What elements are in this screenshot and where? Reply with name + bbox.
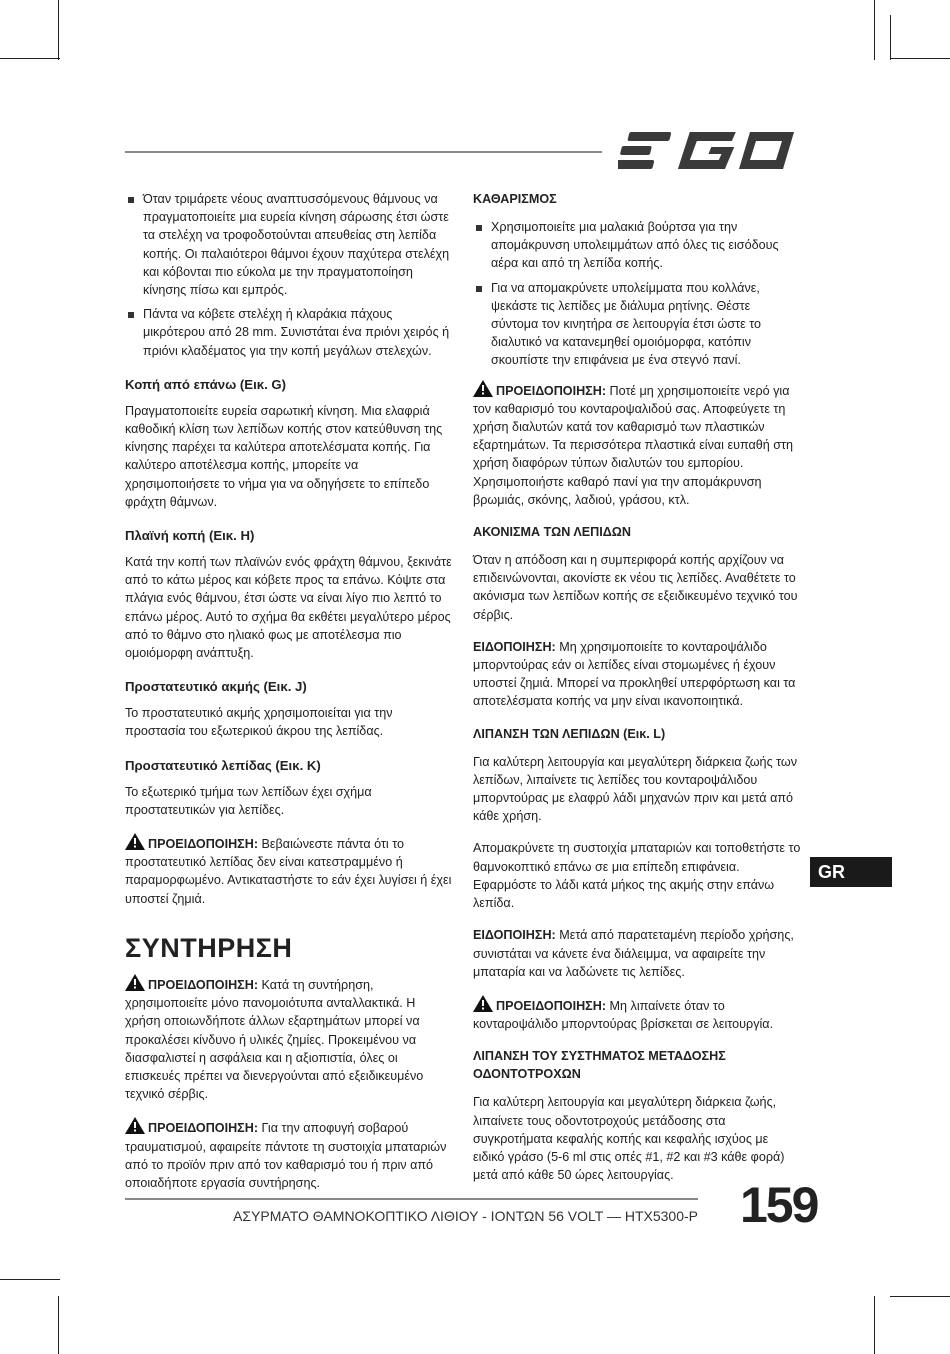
sharpening-text: Όταν η απόδοση και η συμπεριφορά κοπής αρχίζουν να επιδεινώνονται, ακονίστε εκ νέου τις λεπίδες. Αναθέτετε το ακόνισμα των λεπίδων κοπής σε εξειδικευμένο τεχνικό του σέρβις.: [473, 553, 798, 622]
list-item: Πάντα να κόβετε στελέχη ή κλαράκια πάχους μικρότερου από 28 mm. Συνιστάται ένα πριόνι χειρός ή πριόνι κλαδέματος για την κοπή μεγάλων στελεχών.: [125, 305, 453, 360]
blade-lube-text-2: Απομακρύνετε τη συστοιχία μπαταριών και τοποθετήστε το θαμνοκοπτικό επάνω σε μια επίπεδη επιφάνεια. Εφαρμόστε το λάδι κατά μήκος της ακμής στην επάνω λεπίδα.: [473, 841, 801, 911]
crop-mark: [0, 58, 60, 59]
list-item: Όταν τριμάρετε νέους αναπτυσσόμενους θάμνους να πραγματοποιείτε μια ευρεία κίνηση σάρωσης έτσι ώστε τα στελέχη να τροφοδοτούνται απευθείας στη λεπίδα κοπής. Οι παλαιότεροι θάμνοι έχουν παχύτερα στελέχη και κόβονται πιο εύκολα με την πραγματοποίηση κίνησης πίσω και εμπρός.: [125, 190, 453, 299]
warning-triangle-icon: [125, 974, 145, 991]
cleaning-list: [473, 218, 801, 370]
right-column: [473, 190, 801, 1198]
warning-parts: [125, 974, 453, 1103]
left-column: [125, 190, 453, 1206]
sharpening-heading: ΑΚΟΝΙΣΜΑ ΤΩΝ ΛΕΠΙΔΩΝ: [473, 525, 631, 540]
side-cut-text: Κατά την κοπή των πλαϊνών ενός φράχτη θάμνου, ξεκινάτε από το κάτω μέρος και κόβετε προς τα επάνω. Κόψτε στα πλάγια ενός θάμνου, έτσι ώστε να είναι λίγο πιο λεπτό το επάνω μέρος. Αυτό το σχήμα θα εκθέτει μεγαλύτερο μέρος από το θάμνο στο ηλιακό φως με αποτέλεσμα πιο ομοιόμορφη ανάπτυξη.: [125, 555, 452, 661]
header-rule: [125, 151, 602, 153]
blade-lube-text-1: Για καλύτερη λειτουργία και μεγαλύτερη διάρκεια ζωής των λεπίδων, λιπαίνετε τις λεπίδες του κονταροψάλιδου μπορντούρας με ελαφρύ λάδι μηχανών πριν και μετά από κάθε χρήση.: [473, 754, 798, 824]
notice-text: Μετά από παρατεταμένη περίοδο χρήσης, συνιστάται να κάνετε ένα διάλειμμα, να αφαιρείτε την μπαταρία και να λαδώνετε τις λεπίδες.: [473, 928, 794, 979]
warning-text: Για την αποφυγή σοβαρού τραυματισμού, αφαιρείτε πάντοτε τη συστοιχία μπαταριών από το προϊόν πριν από τον καθαρισμό του ή πριν από οποιαδήποτε εργασία συντήρησης.: [125, 1121, 447, 1190]
crop-mark: [890, 15, 891, 60]
crop-mark: [874, 1296, 875, 1354]
top-cut-text: Πραγματοποιείτε ευρεία σαρωτική κίνηση. Μια ελαφριά καθοδική κλίση των λεπίδων κοπής στον κατεύθυνση της κίνησης παρέχει τα καλύτερα αποτελέσματα κοπής. Για καλύτερο αποτέλεσμα κοπής, μπορείτε να χρησιμοποιήσετε το νήμα για να οδηγήσετε το επίπεδο φράχτη θάμνων.: [125, 403, 443, 509]
blade-guard-heading: Προστατευτικό λεπίδας (Εικ. K): [125, 757, 321, 773]
tip-guard-text: Το προστατευτικό ακμής χρησιμοποιείται για την προστασία του εξωτερικού άκρου της λεπίδας.: [125, 706, 393, 739]
notice-label: ΕΙΔΟΠΟΙΗΣΗ:: [473, 928, 556, 943]
footer-rule: [125, 1198, 698, 1200]
crop-mark: [58, 0, 59, 60]
ego-logo: [618, 130, 798, 172]
warning-water: [473, 380, 801, 509]
notice-damaged-blades: [473, 638, 801, 711]
warning-text: Ποτέ μη χρησιμοποιείτε νερό για τον καθαρισμό του κονταροψαλιδού σας. Αποφεύγετε τη χρήση διαλυτών κατά τον καθαρισμό των πλαστικών εξαρτημάτων. Τα περισσότερα πλαστικά είναι ευπαθή στη χρήση διαφόρων τύπων διαλυτών του εμπορίου. Χρησιμοποιήστε καθαρό πανί για την απομάκρυνση βρωμιάς, σκόνης, λαδιού, γράσου, κτλ.: [473, 383, 794, 507]
top-cut-heading: Κοπή από επάνω (Εικ. G): [125, 376, 287, 392]
warning-triangle-icon: [473, 995, 493, 1012]
warning-battery: [125, 1117, 453, 1192]
crop-mark: [874, 0, 875, 60]
crop-mark: [890, 58, 950, 59]
page-number: 159: [740, 1177, 818, 1233]
warning-text: Κατά τη συντήρηση, χρησιμοποιείτε μόνο πανομοιότυπα ανταλλακτικά. Η χρήση οποιωνδήποτε άλλων εξαρτημάτων μπορεί να προκαλέσει κίνδυνο ή υλικές ζημίες. Προκειμένου να διασφαλιστεί η ασφάλεια και η αξιοπιστία, όλες οι επισκευές πρέπει να διενεργούνται από εξειδικευμένο τεχνικό σέρβις.: [125, 977, 424, 1102]
warning-label: ΠΡΟΕΙΔΟΠΟΙΗΣΗ:: [148, 837, 259, 852]
warning-triangle-icon: [473, 380, 493, 397]
notice-rest: [473, 926, 801, 981]
tip-guard-heading: Προστατευτικό ακμής (Εικ. J): [125, 679, 307, 695]
language-tab: GR: [810, 857, 892, 887]
maintenance-heading: ΣΥΝΤΗΡΗΣΗ: [125, 932, 293, 963]
list-item: Για να απομακρύνετε υπολείμματα που κολλάνε, ψεκάστε τις λεπίδες με διάλυμα ρητίνης. Θέστε σύντομα τον κινητήρα σε λειτουργία έτσι ώστε το διαλυτικό να κατανεμηθεί ομοιόμορφα, κατόπιν σκουπίστε την επιφάνεια με ένα στεγνό πανί.: [473, 279, 801, 370]
gear-lube-heading: ΛΙΠΑΝΣΗ ΤΟΥ ΣΥΣΤΗΜΑΤΟΣ ΜΕΤΑΔΟΣΗΣ ΟΔΟΝΤΟΤΡΟΧΩΝ: [473, 1049, 726, 1082]
crop-mark: [58, 1296, 59, 1354]
warning-label: ΠΡΟΕΙΔΟΠΟΙΗΣΗ:: [496, 998, 607, 1013]
trimming-tips-list: [125, 190, 453, 360]
blade-guard-text: Το εξωτερικό τμήμα των λεπίδων έχει σχήμα προστατευτικών για λεπίδες.: [125, 784, 372, 817]
warning-label: ΠΡΟΕΙΔΟΠΟΙΗΣΗ:: [148, 977, 259, 992]
warning-triangle-icon: [125, 1117, 145, 1134]
side-cut-heading: Πλαϊνή κοπή (Εικ. H): [125, 528, 255, 544]
warning-text: Μη λιπαίνετε όταν το κονταροψάλιδο μπορντούρας βρίσκεται σε λειτουργία.: [473, 998, 774, 1032]
warning-no-lube-running: [473, 995, 801, 1033]
gear-lube-text: Για καλύτερη λειτουργία και μεγαλύτερη διάρκεια ζωής, λιπαίνετε τους οδοντοτροχούς μετάδοσης στα συγκροτήματα κεφαλής κοπής και κεφαλής ισχύος με ειδικό γράσο (5-6 ml στις οπές #1, #2 και #3 κάθε φορά) μετά από κάθε 50 ώρες λειτουργίας.: [473, 1095, 785, 1183]
list-item: Χρησιμοποιείτε μια μαλακιά βούρτσα για την απομάκρυνση υπολειμμάτων από όλες τις εισόδους αέρα και από τη λεπίδα κοπής.: [473, 218, 801, 273]
blade-lube-heading: ΛΙΠΑΝΣΗ ΤΩΝ ΛΕΠΙΔΩΝ (Εικ. L): [473, 726, 666, 741]
warning-blade-guard: [125, 833, 453, 908]
warning-triangle-icon: [125, 833, 145, 850]
warning-label: ΠΡΟΕΙΔΟΠΟΙΗΣΗ:: [148, 1121, 259, 1136]
crop-mark: [0, 1279, 60, 1280]
notice-label: ΕΙΔΟΠΟΙΗΣΗ:: [473, 639, 556, 654]
crop-mark: [890, 1296, 950, 1297]
warning-text: Βεβαιώνεστε πάντα ότι το προστατευτικό λεπίδας δεν είναι κατεστραμμένο ή παραμορφωμένο. Αντικαταστήστε το εάν έχει λυγίσει ή έχει υποστεί ζημιά.: [125, 837, 452, 906]
warning-label: ΠΡΟΕΙΔΟΠΟΙΗΣΗ:: [496, 383, 607, 398]
cleaning-heading: ΚΑΘΑΡΙΣΜΟΣ: [473, 192, 557, 206]
footer-title: ΑΣΥΡΜΑΤΟ ΘΑΜΝΟΚΟΠΤΙΚΟ ΛΙΘΙΟΥ - ΙΟΝΤΩΝ 56 VOLT — HTX5300-P: [233, 1208, 698, 1224]
notice-text: Μη χρησιμοποιείτε το κονταροψάλιδο μπορντούρας εάν οι λεπίδες είναι στομωμένες ή έχουν υποστεί ζημιά. Μπορεί να προκληθεί υπερφόρτωση και τα αποτελέσματα κοπής να μην είναι ικανοποιητικά.: [473, 639, 796, 709]
